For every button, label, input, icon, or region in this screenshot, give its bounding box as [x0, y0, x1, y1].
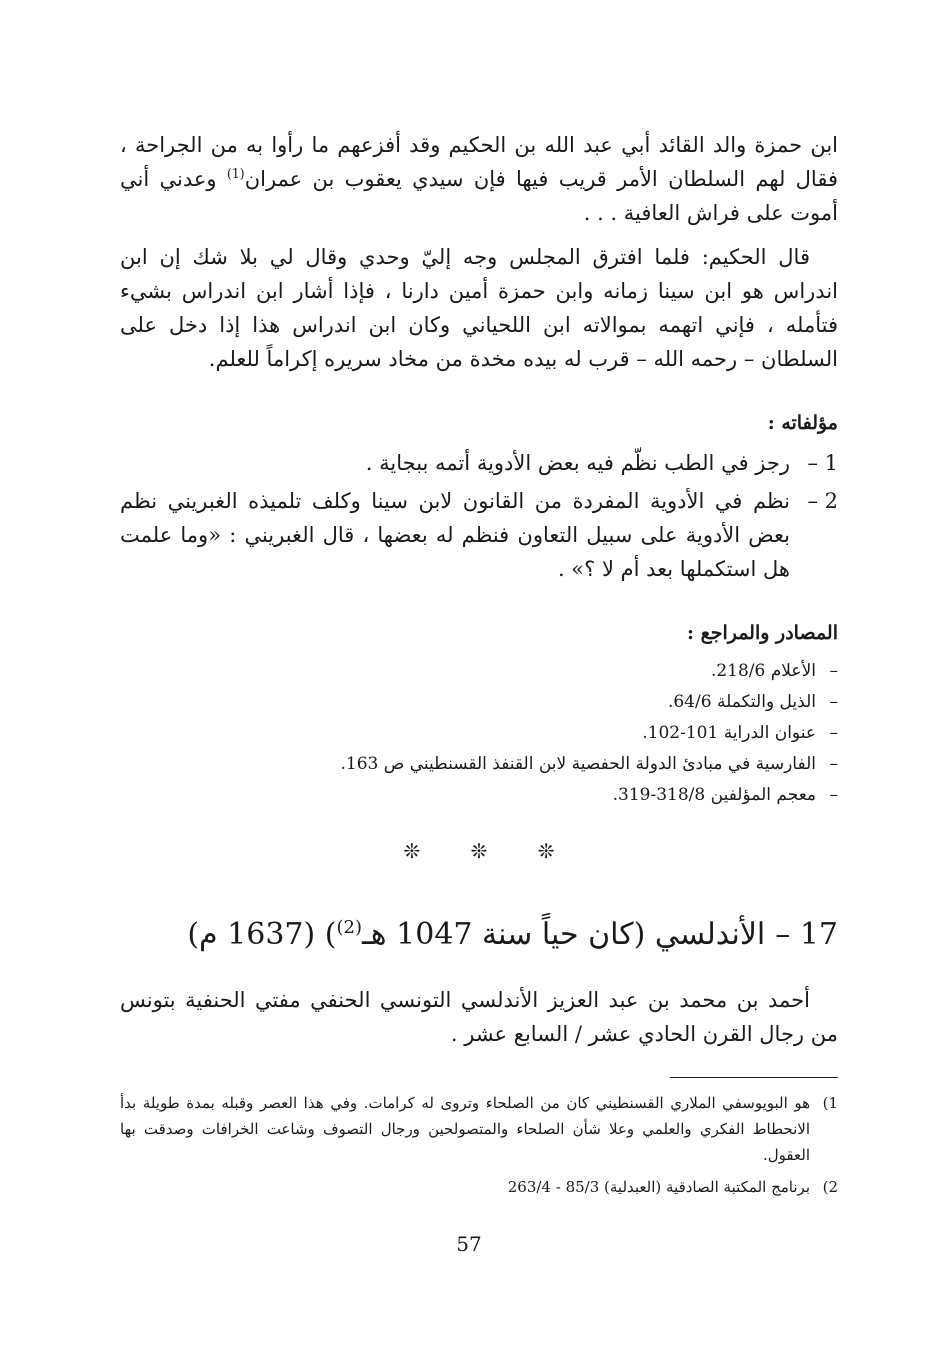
footnote-ref-2[interactable]: (2) — [336, 917, 362, 938]
entry-body: أحمد بن محمد بن عبد العزيز الأندلسي التونسي الحنفي مفتي الحنفية بتونس من رجال القرن الحادي عشر / السابع عشر . — [120, 988, 838, 1046]
item-text: نظم في الأدوية المفردة من القانون لابن سينا وكلف تلميذه الغبريني نظم بعض الأدوية على سبيل التعاون فنظم له بعضها ، قال الغبريني : «وما علمت هل استكملها بعد أم لا ؟» . — [120, 489, 790, 581]
sources-list — [120, 656, 838, 811]
list-item: – الأعلام 218/6. — [710, 661, 838, 681]
works-list — [120, 446, 838, 586]
sources-heading: المصادر والمراجع : — [686, 622, 838, 644]
footnote-divider — [670, 1077, 838, 1078]
footnote — [120, 1174, 838, 1200]
entry-number: 17 – — [775, 917, 838, 952]
list-item — [120, 446, 838, 480]
asterism-icon: ❊ — [403, 839, 421, 863]
footnote-number: 2) — [822, 1178, 838, 1196]
page-number: 57 — [456, 1232, 482, 1256]
list-item: – الذيل والتكملة 64/6. — [667, 692, 838, 712]
list-item — [120, 484, 838, 586]
footnotes — [120, 1090, 838, 1200]
entry-title: 17 –الأندلسي (كان حياً سنة 1047 هـ$^{(2)}$) (1637 م) — [187, 917, 838, 952]
item-text: رجز في الطب نظّم فيه بعض الأدوية أتمه ببجاية . — [365, 451, 790, 475]
asterism-icon: ❊ — [470, 839, 488, 863]
footnote-ref-1[interactable]: (1) — [226, 166, 245, 181]
page-body — [120, 128, 838, 1206]
item-number: 1 – — [807, 451, 838, 475]
asterism-icon: ❊ — [537, 839, 555, 863]
works-heading: مؤلفاته : — [767, 412, 838, 434]
section-separator — [120, 839, 838, 863]
list-item: – الفارسية في مبادئ الدولة الحفصية لابن القنفذ القسنطيني ص 163. — [340, 754, 838, 774]
footnote-text: برنامج المكتبة الصادقية (العبدلية) 85/3 - 263/4 — [507, 1178, 810, 1196]
footnote-text: هو البويوسفي الملاري القسنطيني كان من الصلحاء وتروى له كرامات. وفي هذا العصر وقبله بمدة طويلة بدأ الانحطاط الفكري والعلمي وعلا شأن الصلحاء والمتصولحين ورجال التصوف وشاعت الخرافات وصدقت بها العقول. — [120, 1094, 810, 1164]
list-item: – عنوان الدراية 101-102. — [642, 723, 838, 743]
item-number: 2 – — [807, 489, 838, 513]
paragraph-1: ابن حمزة والد القائد أبي عبد الله بن الحكيم وقد أفزعهم ما رأوا به من الجراحة ، فقال لهم السلطان الأمر قريب فيها فإن سيدي يعقوب بن عمران$^{(1)}$ وعدني أني أموت على فراش العافية . . . — [120, 133, 838, 225]
list-item: – معجم المؤلفين 318/8-319. — [612, 785, 838, 805]
paragraph-2: قال الحكيم: فلما افترق المجلس وجه إليّ وحدي وقال لي بلا شك إن ابن اندراس هو ابن سينا زمانه وابن حمزة أمين دارنا ، فإذا أشار ابن اندراس بشيء فتأمله ، فإني اتهمه بموالاته ابن اللحياني وكان ابن اندراس هذا إذا دخل على السلطان – رحمه الله – قرب له بيده مخدة من مخاد سريره إكراماً للعلم. — [120, 245, 838, 371]
footnote-number: 1) — [822, 1094, 838, 1112]
footnote — [120, 1090, 838, 1168]
